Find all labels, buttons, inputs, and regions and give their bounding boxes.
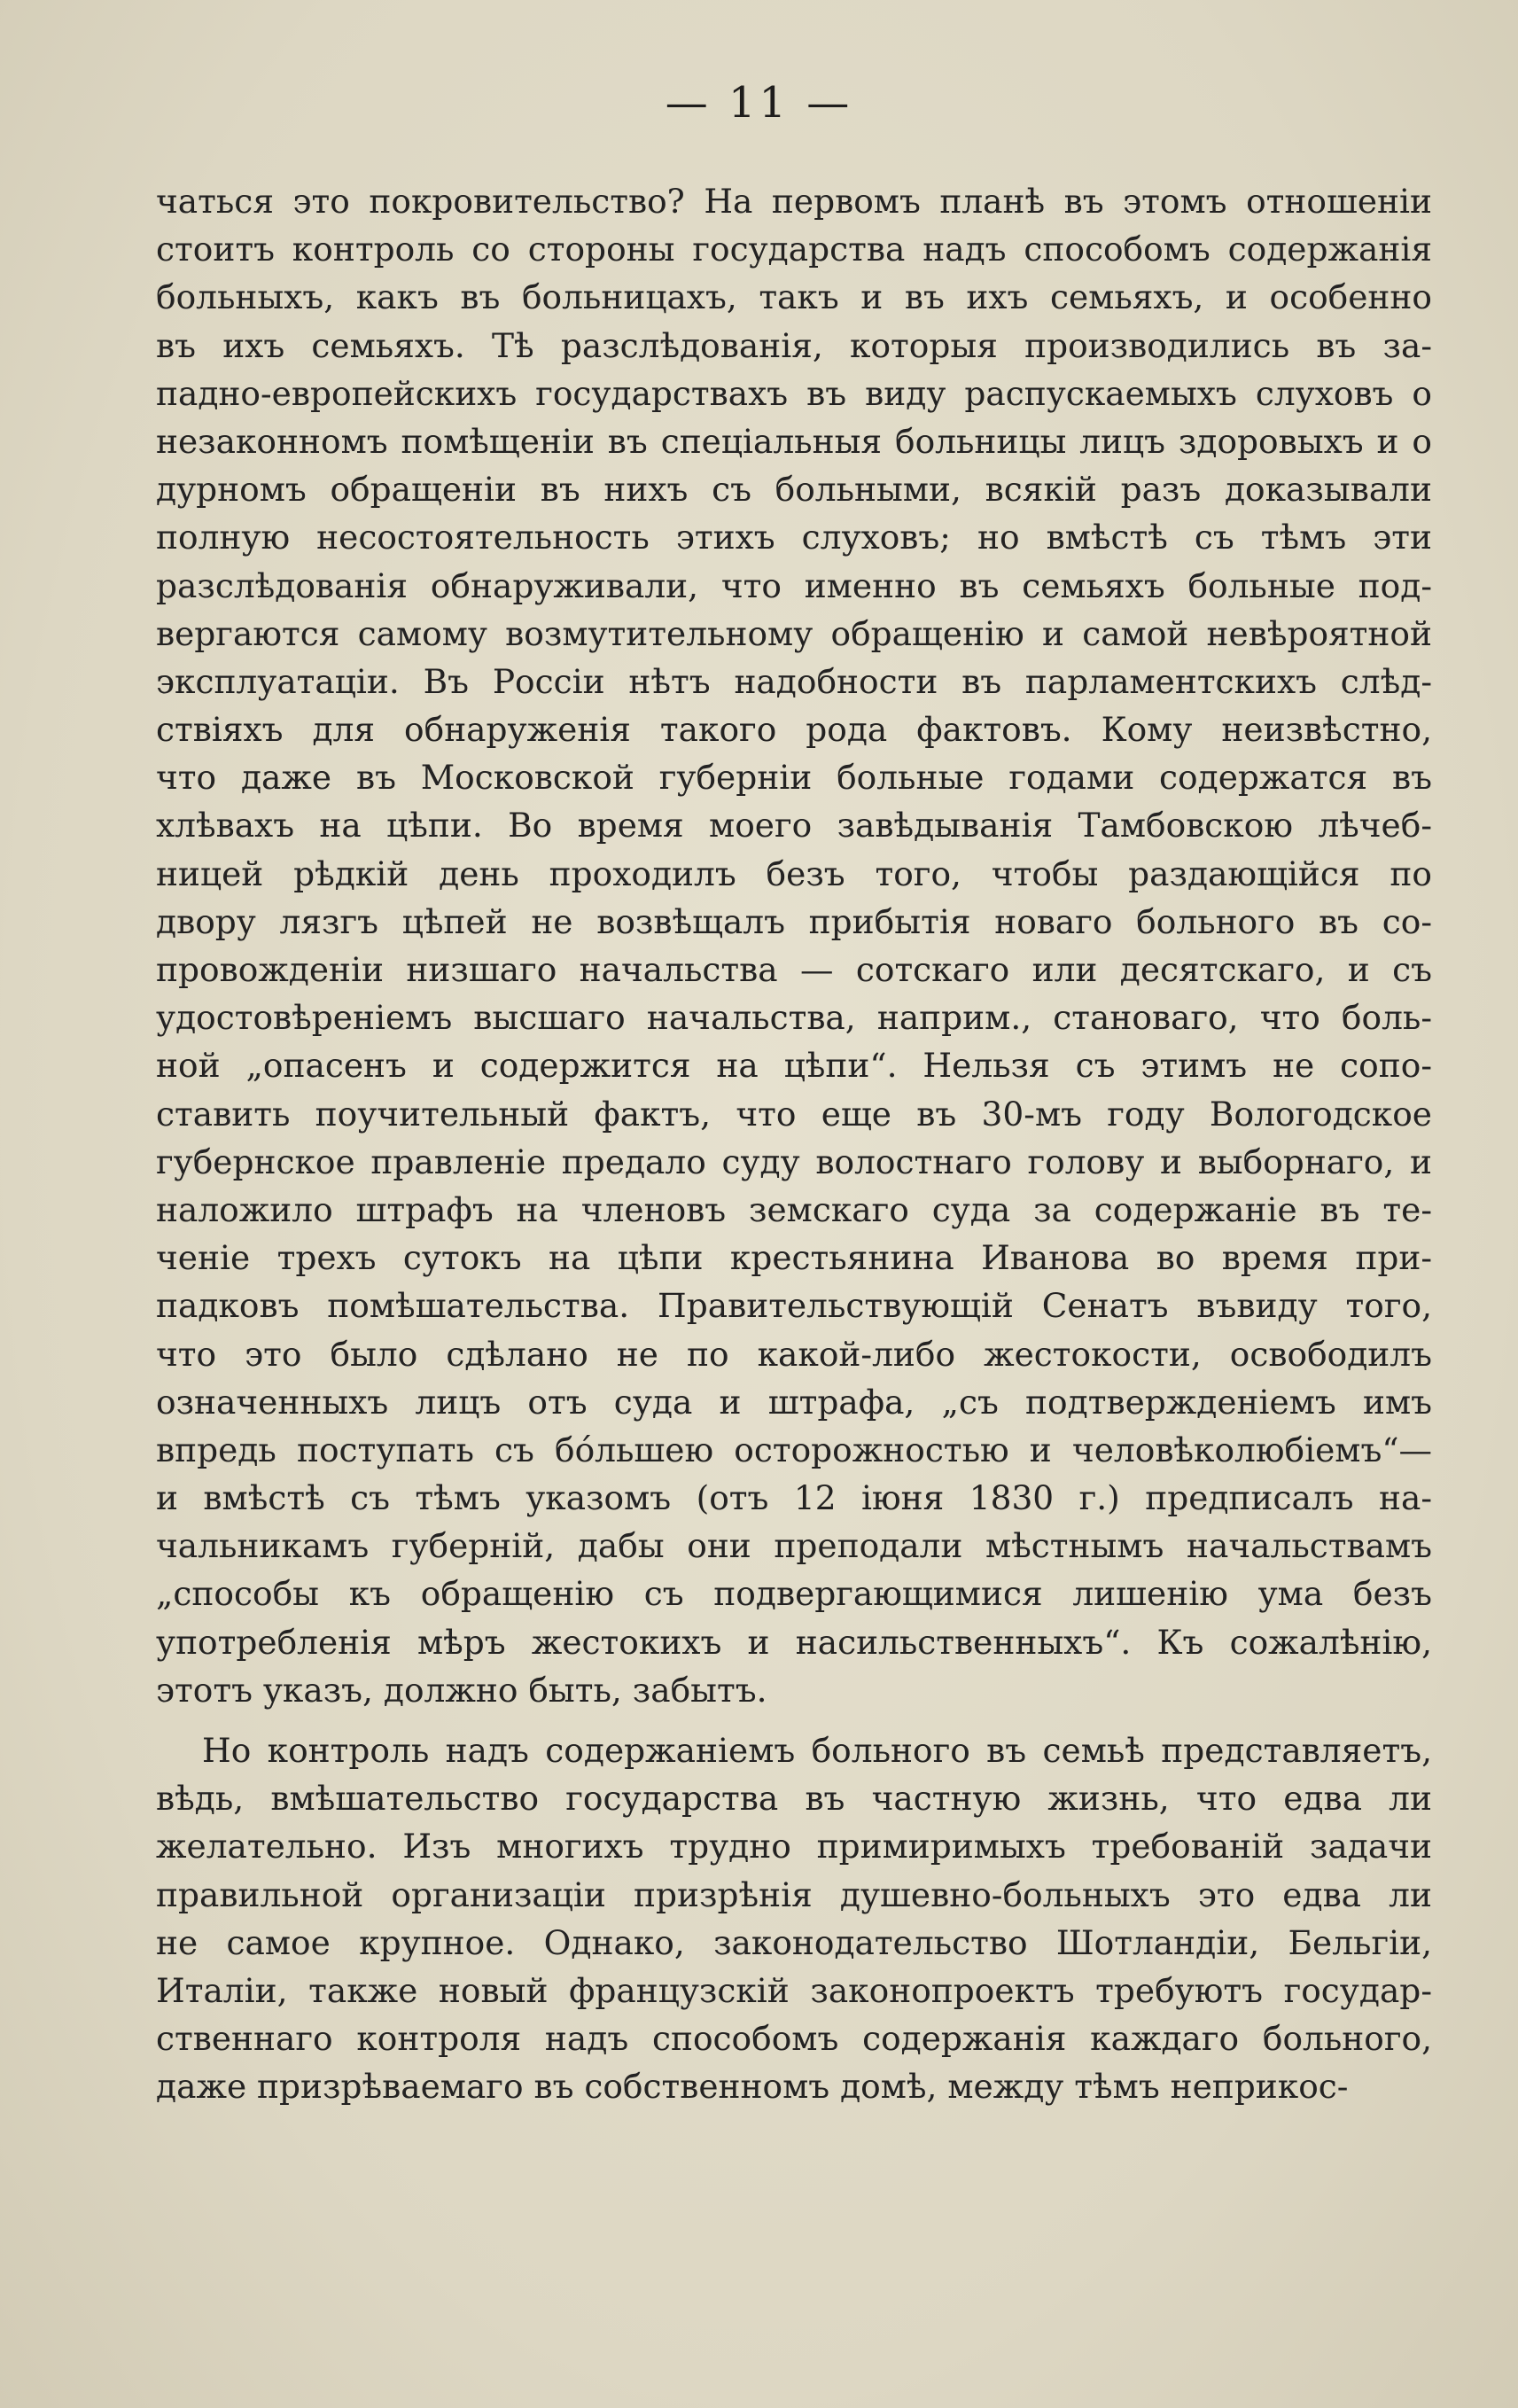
text-line: полную несостоятельность этихъ слуховъ; но вмѣстѣ съ тѣмъ эти xyxy=(156,518,1432,557)
text-line: употребленiя мѣръ жестокихъ и насильственныхъ“. Къ сожалѣнiю, xyxy=(156,1622,1432,1662)
text-line: ной „опасенъ и содержится на цѣпи“. Нельзя съ этимъ не сопо- xyxy=(156,1046,1432,1086)
text-line: падковъ помѣшательства. Правительствующiй Сенатъ въвиду того, xyxy=(156,1286,1432,1326)
page-number: — 11 — xyxy=(665,78,853,128)
text-line: „способы къ обращенiю съ подвергающимися лишенiю ума безъ xyxy=(156,1574,1432,1614)
text-line: и вмѣстѣ съ тѣмъ указомъ (отъ 12 iюня 1830 г.) предписалъ на- xyxy=(156,1478,1432,1518)
text-line: хлѣвахъ на цѣпи. Во время моего завѣдыванiя Тамбовскою лѣчеб- xyxy=(156,806,1432,846)
text-line: ставить поучительный фактъ, что еще въ 30-мъ году Вологодское xyxy=(156,1094,1432,1134)
text-line: больныхъ, какъ въ больницахъ, такъ и въ ихъ семьяхъ, и особенно xyxy=(156,277,1432,317)
paragraph-1 xyxy=(156,177,1432,1714)
text-line: эксплуатацiи. Въ Россiи нѣтъ надобности въ парламентскихъ слѣд- xyxy=(156,661,1432,701)
text-line: дурномъ обращенiи въ нихъ съ больными, всякiй разъ доказывали xyxy=(156,470,1432,510)
paragraph-2 xyxy=(156,1726,1432,2111)
text-line: этотъ указъ, должно быть, забытъ. xyxy=(156,1670,767,1710)
text-line: стоитъ контроль со стороны государства надъ способомъ содержанiя xyxy=(156,230,1432,269)
text-line: разслѣдованiя обнаруживали, что именно въ семьяхъ больные под- xyxy=(156,565,1432,605)
text-line: двору лязгъ цѣпей не возвѣщалъ прибытiя новаго больного въ со- xyxy=(156,901,1432,941)
text-line: вѣдь, вмѣшательство государства въ частную жизнь, что едва ли xyxy=(156,1779,1432,1819)
text-line: ственнаго контроля надъ способомъ содержанiя каждаго больного, xyxy=(156,2019,1432,2059)
text-line: наложило штрафъ на членовъ земскаго суда за содержанiе въ те- xyxy=(156,1189,1432,1229)
text-line: даже призрѣваемаго въ собственномъ домѣ, между тѣмъ неприкос- xyxy=(156,2067,1349,2107)
text-line: губернское правленiе предало суду волостнаго голову и выборнаго, и xyxy=(156,1142,1432,1181)
text-line: что это было сдѣлано не по какой-либо жестокости, освободилъ xyxy=(156,1334,1432,1374)
text-line: удостовѣренiемъ высшаго начальства, наприм., становаго, что боль- xyxy=(156,998,1432,1038)
text-line: падно-европейскихъ государствахъ въ виду распускаемыхъ слуховъ о xyxy=(156,373,1432,413)
text-line: ницей рѣдкiй день проходилъ безъ того, чтобы раздающiйся по xyxy=(156,853,1432,893)
text-line: незаконномъ помѣщенiи въ спецiальныя больницы лицъ здоровыхъ и о xyxy=(156,421,1432,461)
text-line: означенныхъ лицъ отъ суда и штрафа, „съ подтвержденiемъ имъ xyxy=(156,1382,1432,1422)
text-line: впредь поступать съ бóльшею осторожностью и человѣколюбiемъ“— xyxy=(156,1430,1432,1469)
text-line: ствiяхъ для обнаруженiя такого рода фактовъ. Кому неизвѣстно, xyxy=(156,710,1432,750)
text-line: чаться это покровительство? На первомъ планѣ въ этомъ отношенiи xyxy=(156,182,1432,221)
text-line: Италiи, также новый французскiй законопроектъ требуютъ государ- xyxy=(156,1970,1432,2010)
text-line: ченiе трехъ сутокъ на цѣпи крестьянина Иванова во время при- xyxy=(156,1238,1432,1278)
text-line: вергаются самому возмутительному обращенiю и самой невѣроятной xyxy=(156,613,1432,653)
text-line: чальникамъ губернiй, дабы они преподали мѣстнымъ начальствамъ xyxy=(156,1526,1432,1566)
text-line: въ ихъ семьяхъ. Тѣ разслѣдованiя, которыя производились въ за- xyxy=(156,325,1432,365)
text-line: что даже въ Московской губернiи больные годами содержатся въ xyxy=(156,758,1432,798)
text-line: не самое крупное. Однако, законодательство Шотландiи, Бельгiи, xyxy=(156,1922,1432,1962)
body-text xyxy=(156,177,1432,2111)
text-line: правильной организацiи призрѣнiя душевно-больныхъ это едва ли xyxy=(156,1874,1432,1914)
text-line: Но контроль надъ содержанiемъ больного въ семьѣ представляетъ, xyxy=(202,1731,1432,1770)
text-line: желательно. Изъ многихъ трудно примиримыхъ требованiй задачи xyxy=(156,1827,1432,1866)
text-line: провожденiи низшаго начальства — сотскаго или десятскаго, и съ xyxy=(156,950,1432,989)
